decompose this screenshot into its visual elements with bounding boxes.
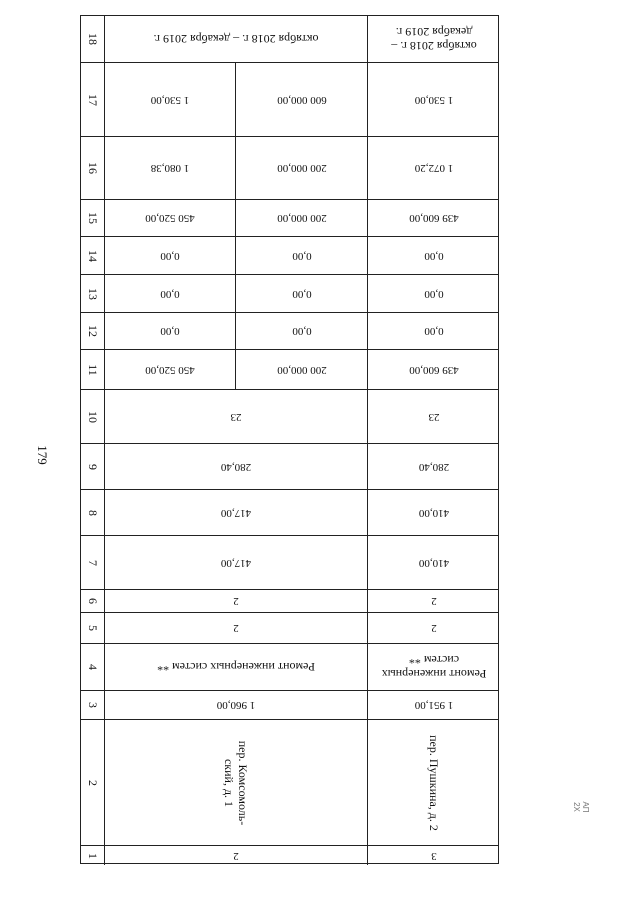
cell-r16-a2: 200 000,00 <box>236 137 368 199</box>
cell-r11-a2: 200 000,00 <box>236 350 368 389</box>
table-row-7 <box>81 536 498 590</box>
cell-r14-a2: 0,00 <box>236 237 368 274</box>
cell-area-row2: 1 960,00 <box>105 691 368 719</box>
table-row-14 <box>81 237 498 275</box>
cell-r10-b: 23 <box>428 410 440 423</box>
table-row-4 <box>81 644 498 691</box>
column-number-18: 18 <box>81 16 105 62</box>
scan-stamp: АП 2Х <box>572 801 590 813</box>
table-row-17 <box>81 63 498 137</box>
cell-index-row3: 3 <box>431 849 437 862</box>
page-number: 179 <box>35 445 50 465</box>
table-row-11 <box>81 350 498 390</box>
column-number-9: 9 <box>81 444 105 489</box>
column-number-15: 15 <box>81 200 105 236</box>
table-row-5 <box>81 613 498 644</box>
cell-r14-a1: 0,00 <box>105 237 236 274</box>
table-row-13 <box>81 275 498 313</box>
cell-r5-b: 2 <box>431 622 437 634</box>
table-row-18 <box>81 16 498 63</box>
column-number-10: 10 <box>81 390 105 443</box>
cell-r12-b: 0,00 <box>424 325 444 337</box>
cell-r17-a1: 1 530,00 <box>105 63 236 136</box>
cell-r15-b: 439 600,00 <box>409 212 459 224</box>
cell-r9-b: 280,40 <box>418 460 450 473</box>
column-number-16: 16 <box>81 137 105 199</box>
cell-r8-b: 410,00 <box>418 506 450 519</box>
column-number-3: 3 <box>81 691 105 719</box>
rotated-data-table <box>80 15 499 864</box>
cell-r16-a1: 1 080,38 <box>105 137 236 199</box>
column-number-13: 13 <box>81 275 105 312</box>
cell-period-row2: октября 2018 г. – декабря 2019 г. <box>105 16 368 62</box>
column-number-5: 5 <box>81 613 105 643</box>
table-row-8 <box>81 490 498 536</box>
cell-r8-a: 417,00 <box>105 490 368 535</box>
cell-r17-a2: 600 000,00 <box>236 63 368 136</box>
column-number-7: 7 <box>81 536 105 589</box>
cell-r12-a1: 0,00 <box>105 313 236 349</box>
cell-r13-a1: 0,00 <box>105 275 236 312</box>
column-number-12: 12 <box>81 313 105 349</box>
cell-index-row2: 2 <box>105 846 368 865</box>
cell-r11-b: 439 600,00 <box>409 363 459 376</box>
table-row-16 <box>81 137 498 200</box>
column-number-11: 11 <box>81 350 105 389</box>
cell-r5-a: 2 <box>105 613 368 643</box>
cell-r7-b: 410,00 <box>418 556 450 569</box>
cell-r11-a1: 450 520,00 <box>105 350 236 389</box>
cell-area-row3: 1 951,00 <box>414 699 454 711</box>
cell-r17-b: 1 530,00 <box>414 93 454 106</box>
cell-r14-b: 0,00 <box>424 249 444 262</box>
cell-r13-b: 0,00 <box>424 287 444 300</box>
cell-r15-a2: 200 000,00 <box>236 200 368 236</box>
cell-r6-b: 2 <box>431 595 437 607</box>
table-row-9 <box>81 444 498 490</box>
table-row-15 <box>81 200 498 237</box>
cell-address-row2: пер. Комсомоль- ский, д. 1 <box>105 720 368 845</box>
cell-r9-a: 280,40 <box>105 444 368 489</box>
column-number-17: 17 <box>81 63 105 136</box>
cell-r16-b: 1 072,20 <box>414 162 454 174</box>
column-number-1: 1 <box>81 846 105 865</box>
column-number-4: 4 <box>81 644 105 690</box>
column-number-8: 8 <box>81 490 105 535</box>
cell-r12-a2: 0,00 <box>236 313 368 349</box>
table-row-3 <box>81 691 498 720</box>
table-row-1 <box>81 846 498 865</box>
table-row-12 <box>81 313 498 350</box>
column-number-6: 6 <box>81 590 105 612</box>
cell-period-row3: октября 2018 г. – декабря 2019 г. <box>391 25 477 53</box>
cell-r13-a2: 0,00 <box>236 275 368 312</box>
column-number-14: 14 <box>81 237 105 274</box>
table-row-6 <box>81 590 498 613</box>
cell-address-row3: пер. Пушкина, д. 2 <box>427 734 441 831</box>
cell-work-type-row2: Ремонт инженерных систем ** <box>105 644 368 690</box>
table-row-2 <box>81 720 498 846</box>
table-row-10 <box>81 390 498 444</box>
cell-r7-a: 417,00 <box>105 536 368 589</box>
cell-work-type-row3: Ремонт инженерных систем ** <box>381 653 487 681</box>
column-number-2: 2 <box>81 720 105 845</box>
cell-r15-a1: 450 520,00 <box>105 200 236 236</box>
cell-r6-a: 2 <box>105 590 368 612</box>
cell-r10-a: 23 <box>105 390 368 443</box>
